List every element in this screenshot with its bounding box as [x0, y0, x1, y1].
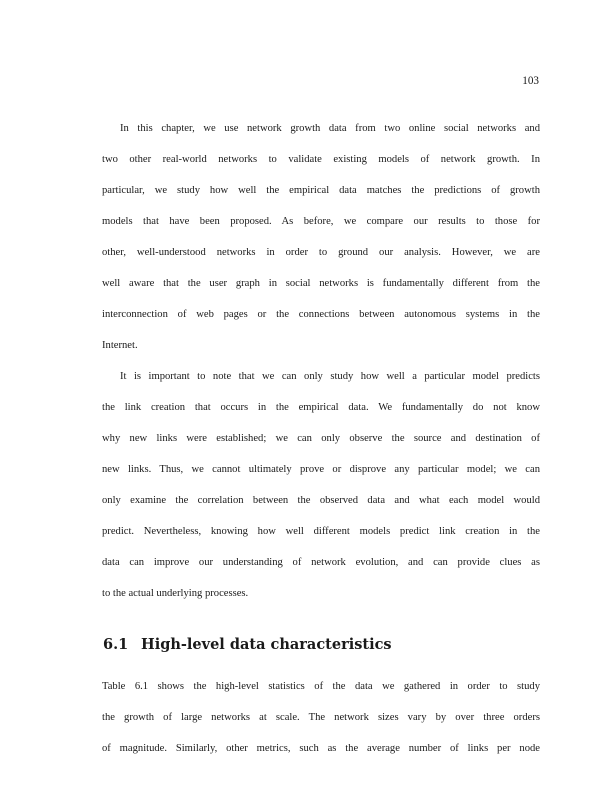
paragraph-1-line: Internet. [102, 340, 138, 351]
paragraph-1-line: In this chapter, we use network growth data from two online social networks and [120, 123, 540, 134]
paragraph-2-line: data can improve our understanding of network evolution, and can provide clues as [102, 557, 540, 568]
page-number: 103 [522, 75, 539, 87]
paragraph-3-line: of magnitude. Similarly, other metrics, such as the average number of links per node [102, 743, 540, 754]
paragraph-2-line: predict. Nevertheless, knowing how well different models predict link creation in the [102, 526, 540, 537]
paragraph-1-line: models that have been proposed. As before, we compare our results to those for [102, 216, 540, 227]
paragraph-1-line: interconnection of web pages or the connections between autonomous systems in the [102, 309, 540, 320]
paragraph-2-line: only examine the correlation between the observed data and what each model would [102, 495, 540, 506]
section-number: 6.1 [103, 636, 129, 653]
paragraph-3-line: Table 6.1 shows the high-level statistics of the data we gathered in order to study [102, 681, 540, 692]
paragraph-1-line: particular, we study how well the empirical data matches the predictions of growth [102, 185, 540, 196]
paragraph-1-line: other, well-understood networks in order to ground our analysis. However, we are [102, 247, 540, 258]
section-heading [103, 636, 392, 653]
paragraph-2-line: new links. Thus, we cannot ultimately prove or disprove any particular model; we can [102, 464, 540, 475]
paragraph-2-line: It is important to note that we can only study how well a particular model predicts [120, 371, 540, 382]
section-title: High-level data characteristics [141, 636, 392, 653]
paragraph-2-line: the link creation that occurs in the empirical data. We fundamentally do not know [102, 402, 540, 413]
paragraph-2-line: to the actual underlying processes. [102, 588, 249, 599]
paragraph-2-line: why new links were established; we can only observe the source and destination of [102, 433, 540, 444]
paragraph-3-line: the growth of large networks at scale. The network sizes vary by over three orders [102, 712, 540, 723]
paragraph-1-line: two other real-world networks to validate existing models of network growth. In [102, 154, 540, 165]
paragraph-1-line: well aware that the user graph in social networks is fundamentally different from the [102, 278, 540, 289]
